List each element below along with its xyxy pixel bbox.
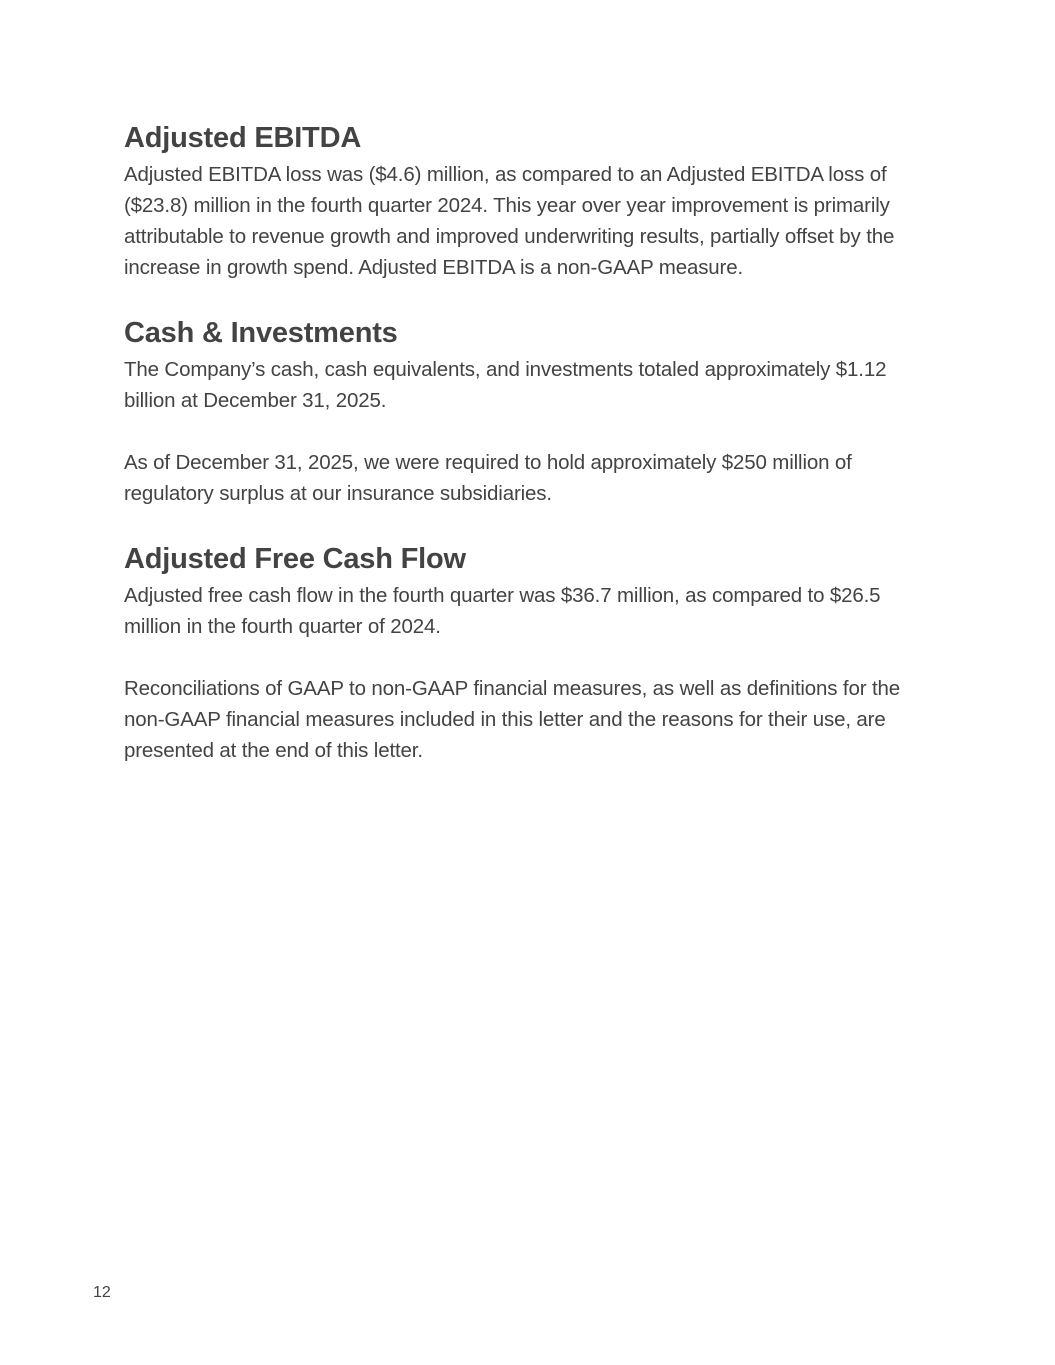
section-paragraph: The Company’s cash, cash equivalents, and investments totaled approximately $1.12 billion at December 31, 2025. bbox=[124, 358, 887, 412]
section-paragraph: Adjusted free cash flow in the fourth quarter was $36.7 million, as compared to $26.5 million in the fourth quarter of 2024. bbox=[124, 584, 881, 638]
section-heading: Adjusted EBITDA bbox=[124, 122, 362, 154]
section-paragraph: Adjusted EBITDA loss was ($4.6) million, as compared to an Adjusted EBITDA loss of ($23.8) million in the fourth quarter 2024. This year over year improvement is primarily attributable to revenue growth and improved underwriting results, partially offset by the increase in growth spend. Adjusted EBITDA is a non-GAAP measure. bbox=[124, 163, 895, 279]
section-paragraph: Reconciliations of GAAP to non-GAAP financial measures, as well as definitions for the non-GAAP financial measures included in this letter and the reasons for their use, are presented at the end of this letter. bbox=[124, 677, 901, 762]
section-heading: Cash & Investments bbox=[124, 317, 398, 349]
section-adjusted-free-cash-flow bbox=[124, 539, 934, 766]
page-content bbox=[124, 118, 934, 796]
section-cash-investments bbox=[124, 313, 934, 509]
page-number: 12 bbox=[93, 1284, 111, 1301]
section-adjusted-ebitda bbox=[124, 118, 934, 283]
section-paragraph: As of December 31, 2025, we were required to hold approximately $250 million of regulatory surplus at our insurance subsidiaries. bbox=[124, 451, 852, 505]
section-heading: Adjusted Free Cash Flow bbox=[124, 543, 466, 575]
